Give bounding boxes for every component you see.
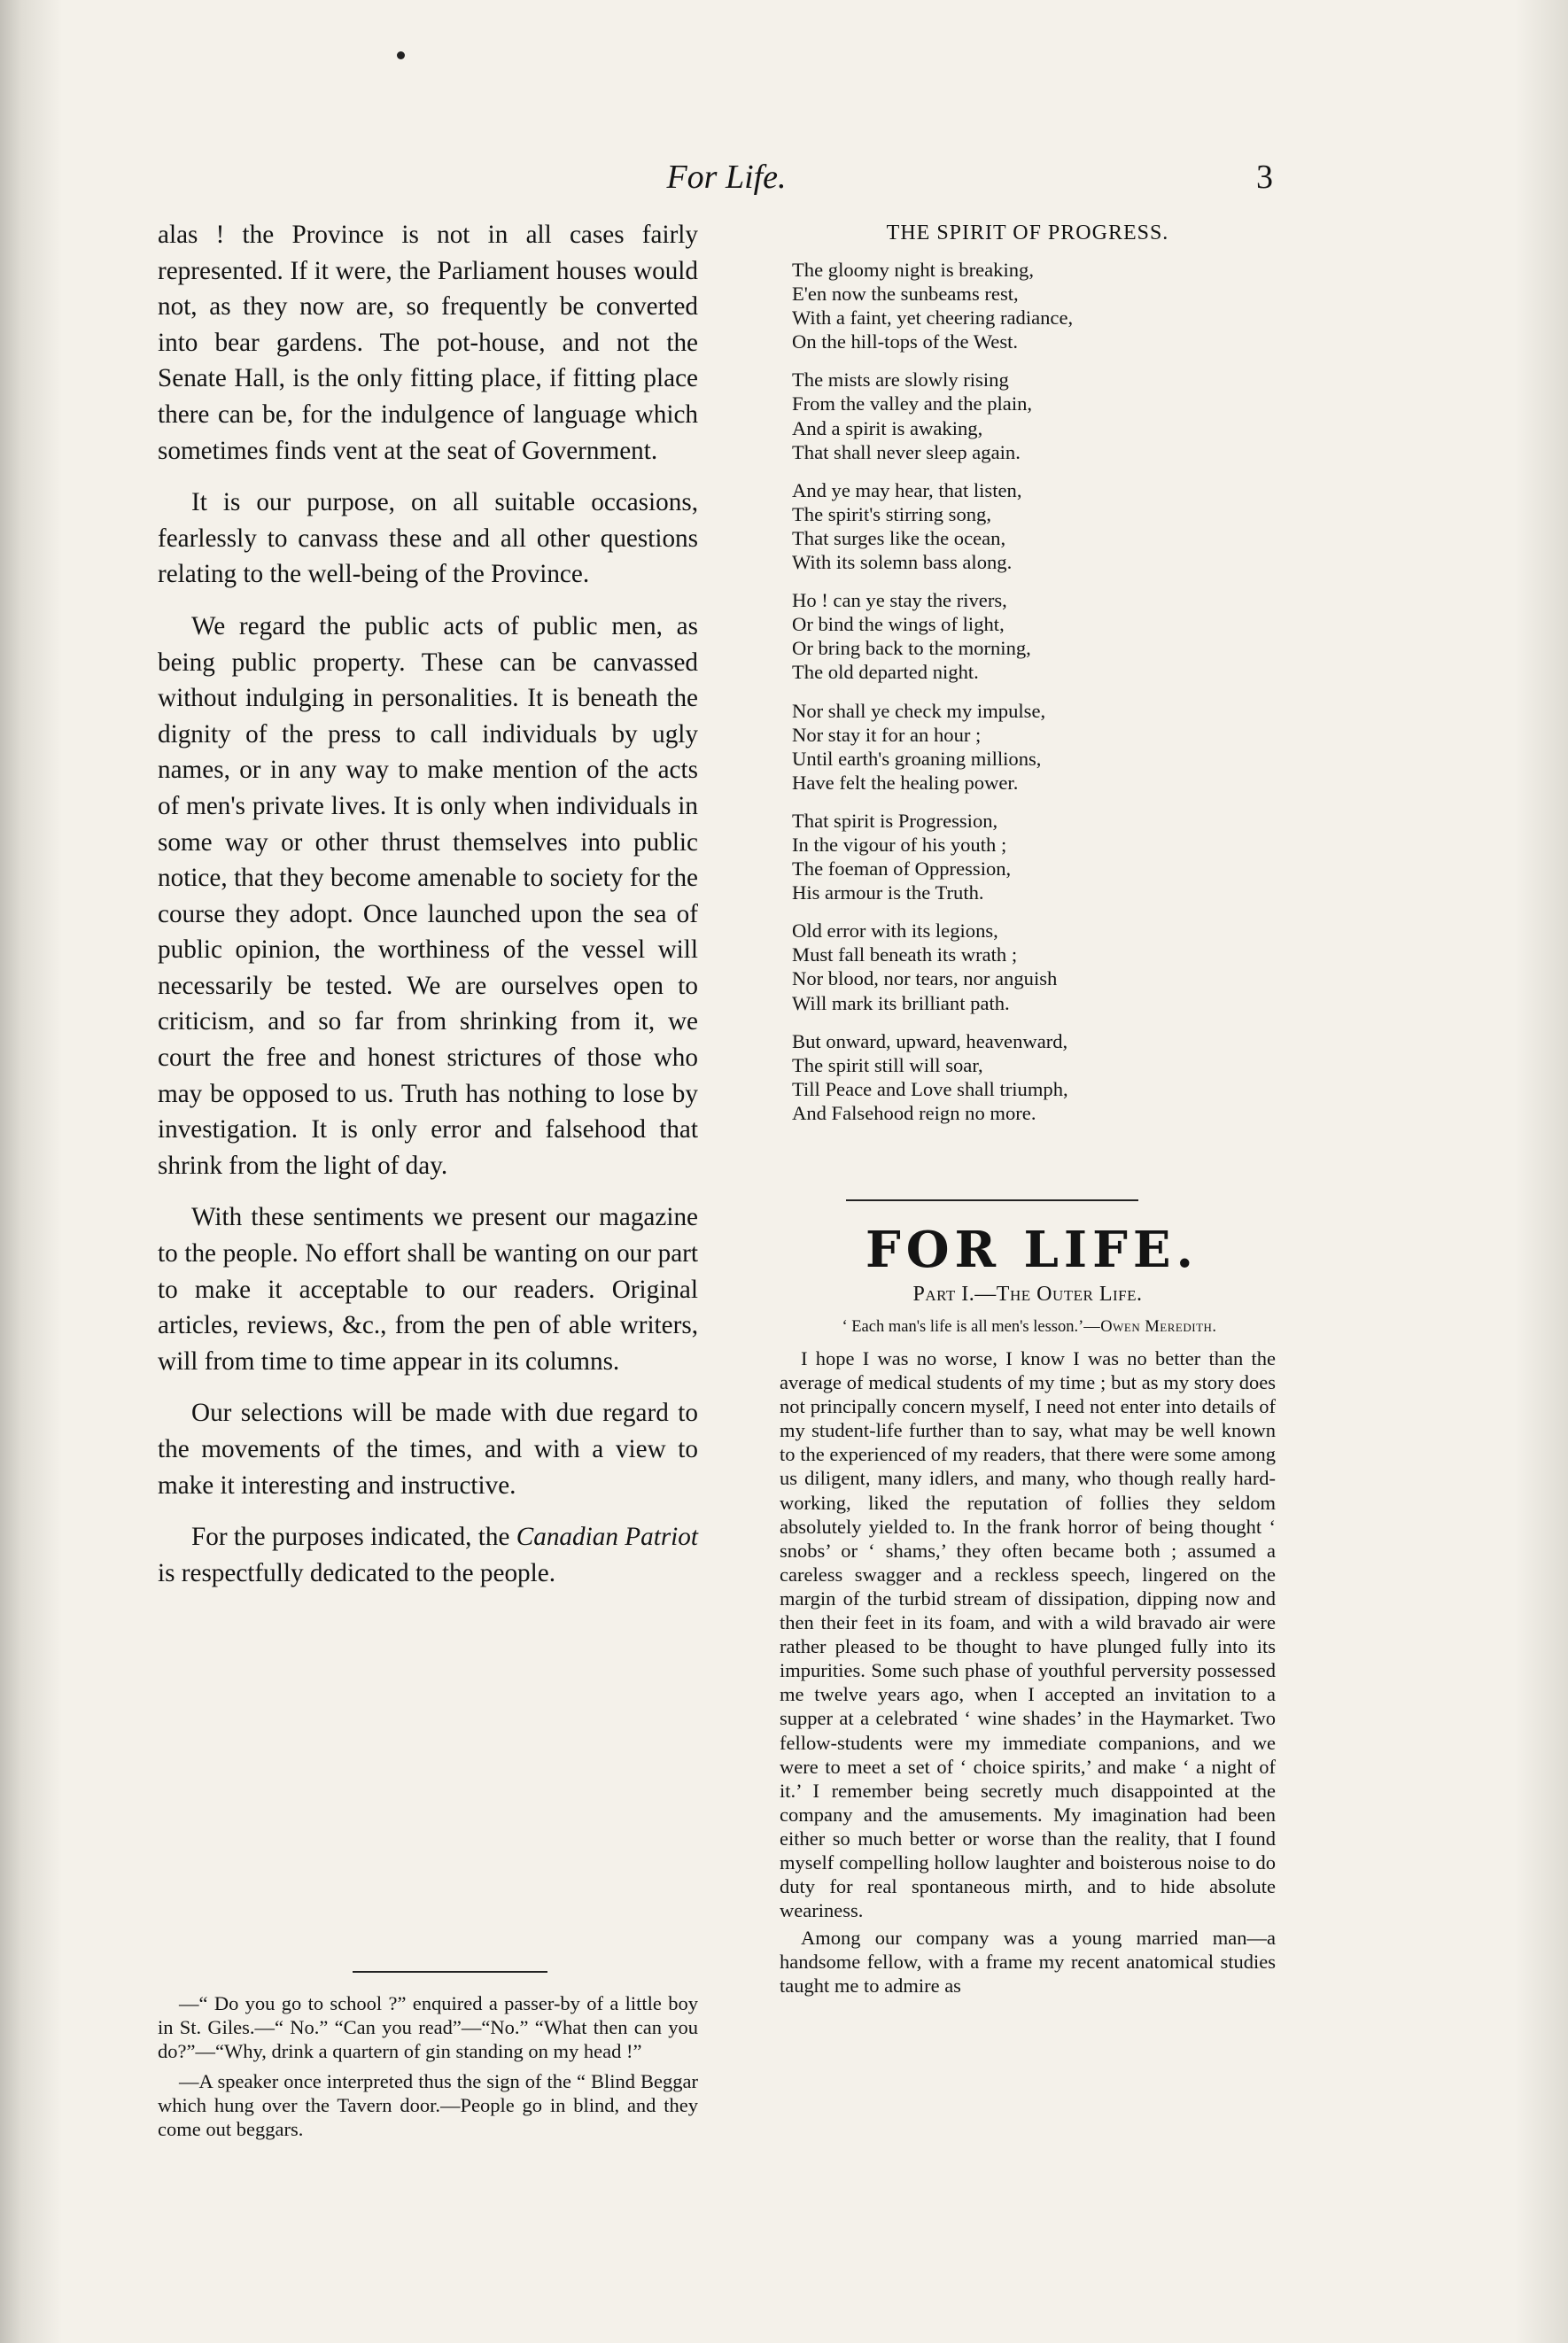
- poem-line: And Falsehood reign no more.: [792, 1101, 1036, 1124]
- editorial-paragraph: We regard the public acts of public men, as being public property. These can be canvassed without indulging in personalities. It is beneath the dignity of the press to call individuals by ugly names, or in any way to make mention of the acts of men's private lives. It is only when individuals in some way or other thrust themselves into public notice, that they become amenable to society for the course they adopt. Once launched upon the sea of public opinion, the worthiness of the vessel will necessarily be tested. We are ourselves open to criticism, and so far from shrinking from it, we court the free and honest strictures of those who may be opposed to us. Truth has nothing to lose by investigation. It is only error and falsehood that shrink from the light of day.: [158, 611, 698, 1180]
- poem-line: On the hill-tops of the West.: [792, 330, 1019, 353]
- poem-line: Or bring back to the morning,: [792, 637, 1031, 660]
- poem-line: With a faint, yet cheering radiance,: [792, 306, 1074, 330]
- dedication-text-after: is respectfully dedicated to the people.: [158, 1558, 556, 1587]
- poem-line: With its solemn bass along.: [792, 551, 1013, 574]
- poem-line: The old departed night.: [792, 661, 979, 684]
- poem-line: But onward, upward, heavenward,: [792, 1029, 1068, 1052]
- story-paragraph: Among our company was a young married man—a handsome fellow, with a frame my recent anatomical studies taught me to admire as: [780, 1927, 1276, 1998]
- poem-stanza: [792, 809, 1276, 904]
- editorial-paragraph: Our selections will be made with due regard to the movements of the times, and with a view to make it interesting and instructive.: [158, 1399, 698, 1500]
- ink-spot: [397, 51, 405, 59]
- poem-line: That shall never sleep again.: [792, 440, 1021, 463]
- editorial-paragraph: With these sentiments we present our magazine to the people. No effort shall be wanting on our part to make it acceptable to our readers. Original articles, reviews, &c., from the pen of able writers, will from time to time appear in its columns.: [158, 1203, 698, 1376]
- poem-stanzas: [780, 258, 1276, 1125]
- poem-line: Or bind the wings of light,: [792, 613, 1005, 636]
- poem-line: Nor stay it for an hour ;: [792, 723, 982, 746]
- poem-line: Nor shall ye check my impulse,: [792, 699, 1046, 722]
- poem-line: The gloomy night is breaking,: [792, 259, 1034, 281]
- poem-line: That spirit is Progression,: [792, 809, 998, 832]
- poem-line: The mists are slowly rising: [792, 369, 1009, 392]
- poem: [780, 221, 1276, 1139]
- poem-stanza: [792, 588, 1276, 684]
- poem-stanza: [792, 1029, 1276, 1125]
- editorial-column: [158, 217, 698, 1607]
- story-text: [780, 1346, 1276, 2002]
- anecdotes: [158, 1991, 698, 2146]
- scan-left-edge: [0, 0, 62, 2343]
- story-heading: FOR LIFE.: [865, 1221, 1199, 1279]
- poem-line: E'en now the sunbeams rest,: [792, 283, 1019, 306]
- editorial-paragraph: alas ! the Province is not in all cases fairly represented. If it were, the Parliament houses would not, as they now are, so frequently be converted into bear gardens. The pot-house, and not the Senate Hall, is the only fitting place, if fitting place there can be, for the indulgence of language which sometimes finds vent at the seat of Government.: [158, 221, 698, 465]
- poem-stanza: [792, 258, 1276, 353]
- poem-line: From the valley and the plain,: [792, 392, 1033, 415]
- poem-line: Have felt the healing power.: [792, 771, 1019, 794]
- running-title: For Life.: [666, 159, 787, 196]
- poem-line: And a spirit is awaking,: [792, 416, 983, 439]
- anecdote: —“ Do you go to school ?” enquired a passer-by of a little boy in St. Giles.—“ No.” “Can you read”—“No.” “What then can you do?”—“Why, drink a quartern of gin standing on my head !”: [158, 1992, 698, 2063]
- poem-line: The foeman of Oppression,: [792, 857, 1012, 881]
- dedication-text-before: For the purposes indicated, the: [191, 1523, 516, 1552]
- poem-line: The spirit still will soar,: [792, 1053, 983, 1076]
- poem-line: That surges like the ocean,: [792, 526, 1006, 549]
- anecdote: —A speaker once interpreted thus the sign of the “ Blind Beggar which hung over the Tavern door.—People go in blind, and they come out beggars.: [158, 2069, 698, 2141]
- section-divider-rule: [846, 1199, 1138, 1201]
- epigraph: [764, 1318, 1295, 1337]
- story-paragraph: I hope I was no worse, I know I was no better than the average of medical students of my time ; but as my story does not principally concern myself, I need not enter into details of my student-life further than to say, what may be well known to the experienced of my readers, that there were some among us diligent, many idlers, and many, who though really hard-working, liked the reputation of follies they seldom absolutely yielded to. In the frank horror of being thought ‘ snobs’ or ‘ shams,’ they often became both ; assumed a careless swagger and a reckless speech, lingered on the margin of the turbid stream of dissipation, dipping now and then their feet in its foam, and with a wild bravado air were rather pleased to be thought to have plunged fully into its impurities. Some such phase of youthful perversity possessed me twelve years ago, when I accepted an invitation to a supper at a celebrated ‘ wine shades’ in the Haymarket. Two fellow-students were my immediate companions, and we were to meet a set of ‘ choice spirits,’ and make ‘ a night of it.’ I remember being secretly much disappointed at the company and the amusements. My imagination had been either so much better or worse than the reality, that I found myself compelling hollow laughter and boisterous noise to do duty for real spontaneous mirth, and to hide absolute weariness.: [780, 1347, 1276, 1922]
- part-heading: Part I.—The Outer Life.: [912, 1283, 1143, 1306]
- poem-line: Will mark its brilliant path.: [792, 991, 1010, 1014]
- poem-stanza: [792, 919, 1276, 1014]
- scan-right-edge: [1515, 0, 1568, 2343]
- dedication-paragraph: [158, 1519, 698, 1591]
- column-divider-rule: [353, 1971, 547, 1973]
- poem-line: Old error with its legions,: [792, 919, 998, 943]
- poem-line: Until earth's groaning millions,: [792, 747, 1042, 770]
- poem-line: His armour is the Truth.: [792, 881, 984, 904]
- editorial-paragraph: It is our purpose, on all suitable occasions, fearlessly to canvass these and all other questions relating to the well-being of the Province.: [158, 488, 698, 589]
- magazine-title: Canadian Patriot: [516, 1523, 698, 1552]
- poem-line: Nor blood, nor tears, nor anguish: [792, 967, 1058, 990]
- poem-stanza: [792, 478, 1276, 574]
- poem-line: Ho ! can ye stay the rivers,: [792, 589, 1007, 612]
- poem-line: In the vigour of his youth ;: [792, 833, 1007, 856]
- epigraph-author: —Owen Meredith.: [1083, 1318, 1217, 1336]
- poem-line: The spirit's stirring song,: [792, 502, 991, 525]
- page-number: 3: [1256, 159, 1273, 196]
- poem-line: And ye may hear, that listen,: [792, 478, 1022, 501]
- epigraph-quote: ‘ Each man's life is all men's lesson.’: [842, 1318, 1084, 1336]
- poem-stanza: [792, 368, 1276, 463]
- poem-title: THE SPIRIT OF PROGRESS.: [886, 221, 1169, 244]
- poem-stanza: [792, 699, 1276, 795]
- poem-line: Till Peace and Love shall triumph,: [792, 1077, 1068, 1100]
- poem-line: Must fall beneath its wrath ;: [792, 943, 1018, 966]
